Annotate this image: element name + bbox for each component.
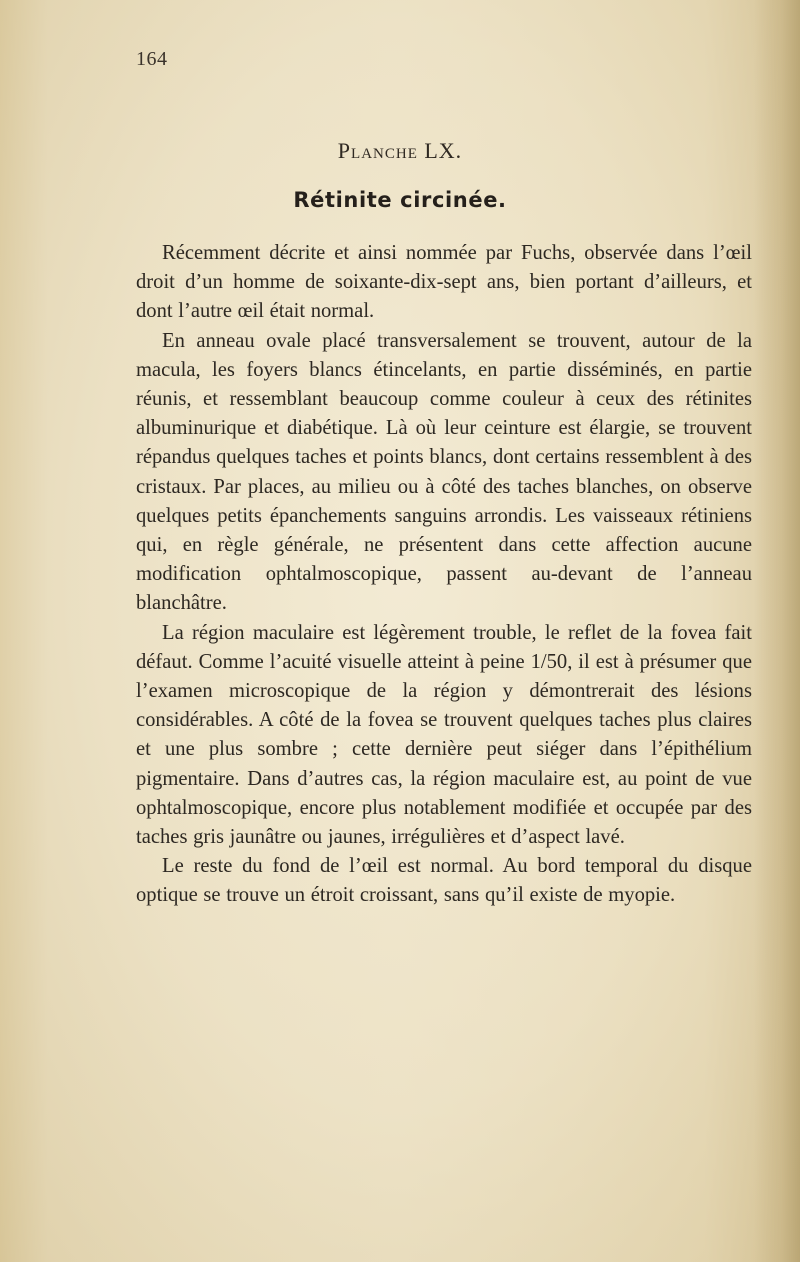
paragraph: Le reste du fond de l’œil est normal. Au bord temporal du disque optique se trouve un étroit croissant, sans qu’il existe de myopie.	[136, 855, 752, 907]
paragraph: La région maculaire est légèrement trouble, le reflet de la fovea fait défaut. Comme l’acuité visuelle atteint à peine 1/50, il est à présumer que l’examen microscopique de la région y démontrerait des lésions considérables. A côté de la fovea se trouvent quelques taches plus claires et une plus sombre ; cette dernière peut siéger dans l’épithélium pigmentaire. Dans d’autres cas, la région maculaire est, au point de vue ophtalmoscopique, encore plus notablement modifiée et occupée par des taches gris jaunâtre ou jaunes, irrégulières et d’aspect lavé.	[136, 621, 752, 849]
body-text	[136, 239, 752, 911]
paragraph: En anneau ovale placé transversalement se trouvent, autour de la macula, les foyers blancs étincelants, en partie disséminés, en partie réunis, et ressemblant beaucoup comme couleur à ceux des rétinites albuminurique et diabétique. Là où leur ceinture est élargie, se trouvent répandus quelques taches et points blancs, dont certains ressemblent à des cristaux. Par places, au milieu ou à côté des taches blanches, on observe quelques petits épanchements sanguins arrondis. Les vaisseaux rétiniens qui, en règle générale, ne présentent dans cette affection aucune modification ophtalmoscopique, passent au-devant de l’anneau blanchâtre.	[136, 329, 752, 615]
section-title: Rétinite circinée.	[293, 188, 507, 212]
paragraph: Récemment décrite et ainsi nommée par Fuchs, observée dans l’œil droit d’un homme de soixante-dix-sept ans, bien portant d’ailleurs, et dont l’autre œil était normal.	[136, 242, 752, 323]
plate-heading: Planche LX.	[337, 138, 463, 163]
page-number: 164	[136, 48, 168, 70]
